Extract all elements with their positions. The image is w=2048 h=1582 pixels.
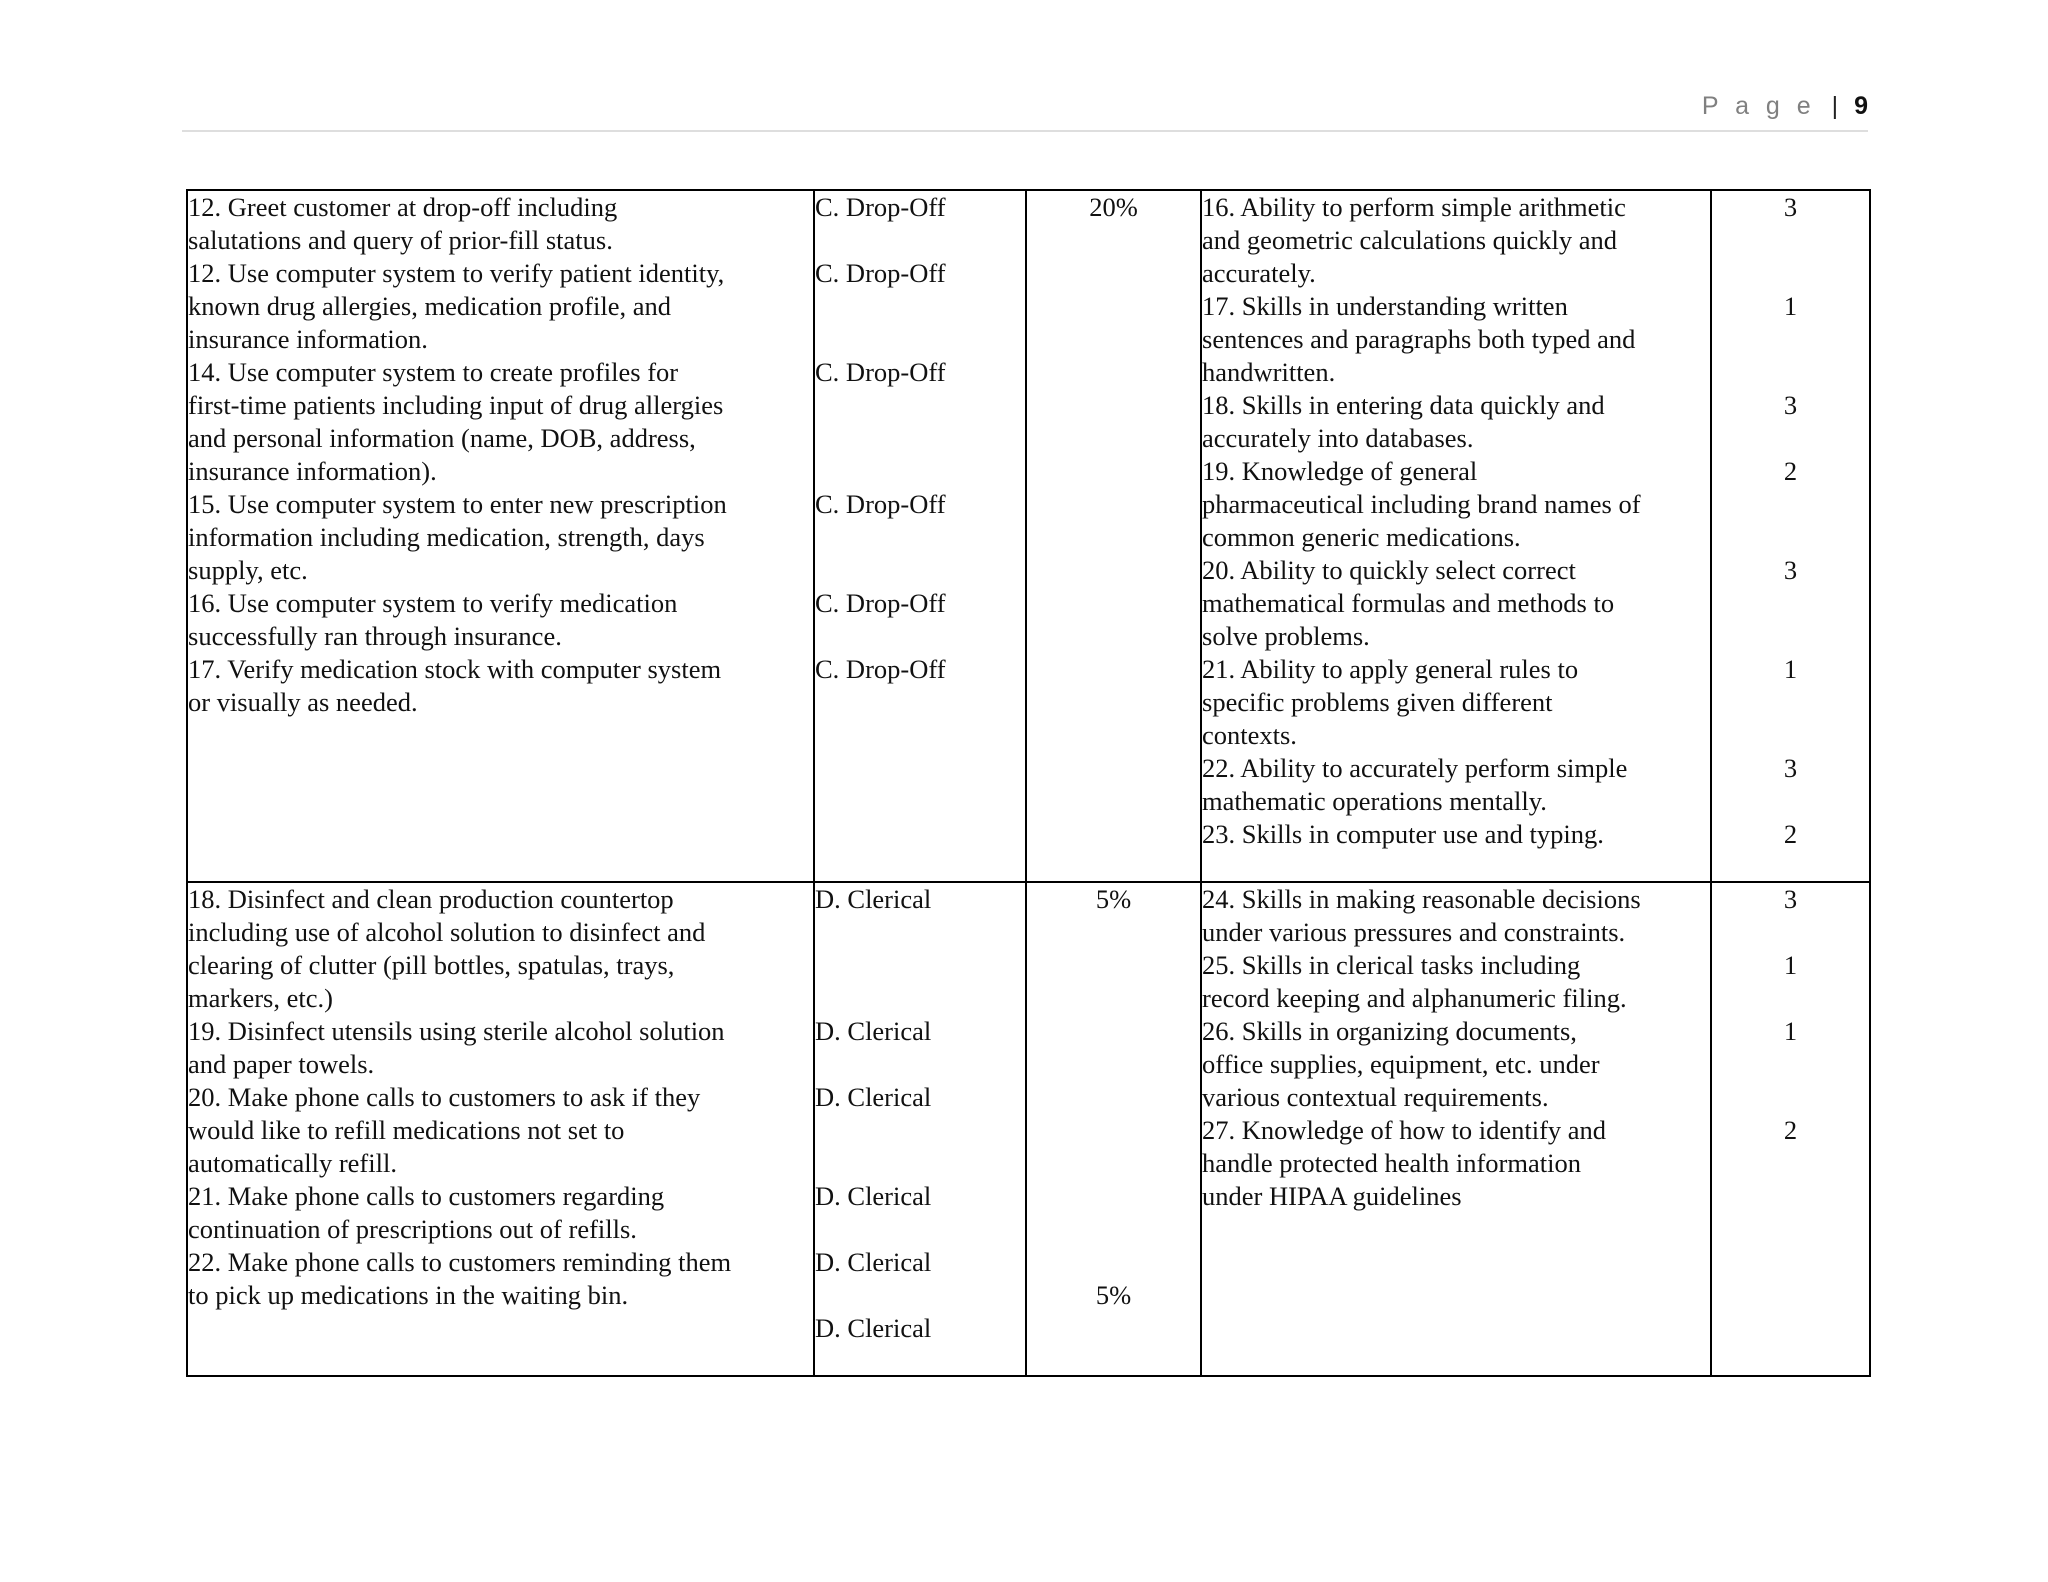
category-label: C. Drop-Off (815, 654, 946, 684)
rating-cell (1711, 190, 1870, 882)
importance-rating: 2 (1783, 819, 1798, 849)
ksa-text-line: 19. Knowledge of general (1202, 456, 1478, 486)
category-label: C. Drop-Off (815, 192, 946, 222)
importance-rating: 1 (1783, 654, 1798, 684)
ksa-text-line: handwritten. (1202, 357, 1336, 387)
importance-rating: 1 (1783, 1016, 1798, 1046)
task-text-line: 12. Greet customer at drop-off including (188, 192, 618, 222)
page-separator: | (1831, 92, 1839, 120)
ksa-list (1202, 191, 1710, 851)
ksa-text-line: 16. Ability to perform simple arithmetic (1202, 192, 1626, 222)
ksa-cell (1201, 190, 1711, 882)
task-item (188, 1246, 813, 1312)
tasks-list (188, 191, 813, 719)
task-text-line: supply, etc. (188, 555, 308, 585)
task-text-line: clearing of clutter (pill bottles, spatulas, trays, (188, 950, 675, 980)
ksa-item (1202, 290, 1710, 389)
page-header (182, 90, 1868, 132)
ksa-text-line: 23. Skills in computer use and typing. (1202, 819, 1604, 849)
task-text-line: insurance information). (188, 456, 437, 486)
ksa-item (1202, 389, 1710, 455)
ksa-text-line: 21. Ability to apply general rules to (1202, 654, 1579, 684)
task-item (188, 1081, 813, 1180)
ksa-cell (1201, 882, 1711, 1376)
table-row (187, 882, 1870, 1376)
ksa-text-line: 26. Skills in organizing documents, (1202, 1016, 1577, 1046)
ksa-text-line: record keeping and alphanumeric filing. (1202, 983, 1627, 1013)
task-text-line: automatically refill. (188, 1148, 397, 1178)
ksa-text-line: 24. Skills in making reasonable decisions (1202, 884, 1641, 914)
task-text-line: would like to refill medications not set to (188, 1115, 625, 1145)
task-text-line: 18. Disinfect and clean production countertop (188, 884, 674, 914)
task-text-line: known drug allergies, medication profile, and (188, 291, 672, 321)
task-item (188, 191, 813, 257)
ksa-text-line: 17. Skills in understanding written (1202, 291, 1568, 321)
task-text-line: 16. Use computer system to verify medication (188, 588, 678, 618)
task-item (188, 488, 813, 587)
category-cell (814, 882, 1026, 1376)
page-label: P a g e (1701, 92, 1816, 120)
task-text-line: or visually as needed. (188, 687, 418, 717)
task-text-line: 12. Use computer system to verify patient identity, (188, 258, 725, 288)
task-text-line: insurance information. (188, 324, 428, 354)
ksa-item (1202, 1015, 1710, 1114)
ksa-text-line: under HIPAA guidelines (1202, 1181, 1462, 1211)
category-label: D. Clerical (815, 1082, 932, 1112)
task-item (188, 883, 813, 1015)
ksa-item (1202, 883, 1710, 949)
ksa-text-line: office supplies, equipment, etc. under (1202, 1049, 1600, 1079)
task-text-line: to pick up medications in the waiting bin. (188, 1280, 629, 1310)
task-item (188, 356, 813, 488)
ksa-item (1202, 949, 1710, 1015)
task-text-line: salutations and query of prior-fill status. (188, 225, 613, 255)
ksa-text-line: 18. Skills in entering data quickly and (1202, 390, 1605, 420)
ksa-item (1202, 653, 1710, 752)
percent-cell (1026, 190, 1201, 882)
importance-rating: 2 (1783, 1115, 1798, 1145)
task-text-line: first-time patients including input of drug allergies (188, 390, 724, 420)
ksa-text-line: pharmaceutical including brand names of (1202, 489, 1641, 519)
ksa-text-line: 22. Ability to accurately perform simple (1202, 753, 1628, 783)
ksa-item (1202, 1114, 1710, 1213)
task-text-line: including use of alcohol solution to disinfect and (188, 917, 706, 947)
page-number (1702, 92, 1868, 121)
importance-rating: 3 (1783, 192, 1798, 222)
ksa-text-line: common generic medications. (1202, 522, 1521, 552)
importance-rating: 1 (1783, 950, 1798, 980)
task-text-line: 21. Make phone calls to customers regarding (188, 1181, 665, 1211)
ksa-text-line: sentences and paragraphs both typed and (1202, 324, 1636, 354)
importance-rating: 3 (1783, 555, 1798, 585)
ksa-text-line: accurately. (1202, 258, 1316, 288)
task-text-line: and personal information (name, DOB, address, (188, 423, 696, 453)
tasks-list (188, 883, 813, 1312)
ksa-text-line: mathematic operations mentally. (1202, 786, 1547, 816)
ksa-text-line: various contextual requirements. (1202, 1082, 1549, 1112)
task-item (188, 257, 813, 356)
ksa-item (1202, 455, 1710, 554)
ksa-item (1202, 818, 1710, 851)
importance-rating: 1 (1783, 291, 1798, 321)
task-text-line: 22. Make phone calls to customers reminding them (188, 1247, 732, 1277)
task-item (188, 1180, 813, 1246)
rating-cell (1711, 882, 1870, 1376)
task-text-line: and paper towels. (188, 1049, 375, 1079)
task-text-line: markers, etc.) (188, 983, 333, 1013)
task-text-line: continuation of prescriptions out of refills. (188, 1214, 637, 1244)
weight-percent: 20% (1089, 192, 1138, 222)
ksa-text-line: handle protected health information (1202, 1148, 1581, 1178)
ksa-text-line: specific problems given different (1202, 687, 1553, 717)
task-text-line: 14. Use computer system to create profiles for (188, 357, 679, 387)
task-item (188, 587, 813, 653)
category-label: D. Clerical (815, 1181, 932, 1211)
ksa-list (1202, 883, 1710, 1213)
tasks-cell (187, 190, 814, 882)
task-text-line: 15. Use computer system to enter new prescription (188, 489, 727, 519)
task-text-line: information including medication, strength, days (188, 522, 705, 552)
ksa-item (1202, 752, 1710, 818)
category-label: D. Clerical (815, 884, 932, 914)
ksa-text-line: contexts. (1202, 720, 1297, 750)
task-item (188, 653, 813, 719)
page-number-value: 9 (1854, 92, 1868, 120)
task-text-line: successfully ran through insurance. (188, 621, 562, 651)
importance-rating: 3 (1783, 753, 1798, 783)
category-label: D. Clerical (815, 1016, 932, 1046)
category-cell (814, 190, 1026, 882)
tasks-cell (187, 882, 814, 1376)
category-label: D. Clerical (815, 1247, 932, 1277)
weight-percent: 5% (1095, 884, 1132, 914)
ksa-text-line: mathematical formulas and methods to (1202, 588, 1615, 618)
task-text-line: 19. Disinfect utensils using sterile alcohol solution (188, 1016, 725, 1046)
category-label: C. Drop-Off (815, 357, 946, 387)
ksa-text-line: under various pressures and constraints. (1202, 917, 1626, 947)
task-ksa-table (186, 189, 1871, 1377)
table-row (187, 190, 1870, 882)
ksa-item (1202, 191, 1710, 290)
ksa-text-line: 25. Skills in clerical tasks including (1202, 950, 1581, 980)
task-item (188, 1015, 813, 1081)
ksa-text-line: and geometric calculations quickly and (1202, 225, 1618, 255)
importance-rating: 3 (1783, 884, 1798, 914)
category-label: C. Drop-Off (815, 258, 946, 288)
task-text-line: 20. Make phone calls to customers to ask if they (188, 1082, 701, 1112)
category-label: D. Clerical (815, 1313, 932, 1343)
ksa-item (1202, 554, 1710, 653)
importance-rating: 3 (1783, 390, 1798, 420)
importance-rating: 2 (1783, 456, 1798, 486)
ksa-text-line: accurately into databases. (1202, 423, 1474, 453)
ksa-text-line: 20. Ability to quickly select correct (1202, 555, 1576, 585)
ksa-text-line: 27. Knowledge of how to identify and (1202, 1115, 1607, 1145)
task-text-line: 17. Verify medication stock with computer system (188, 654, 722, 684)
weight-percent: 5% (1095, 1280, 1132, 1310)
ksa-text-line: solve problems. (1202, 621, 1370, 651)
category-label: C. Drop-Off (815, 588, 946, 618)
percent-cell (1026, 882, 1201, 1376)
category-label: C. Drop-Off (815, 489, 946, 519)
